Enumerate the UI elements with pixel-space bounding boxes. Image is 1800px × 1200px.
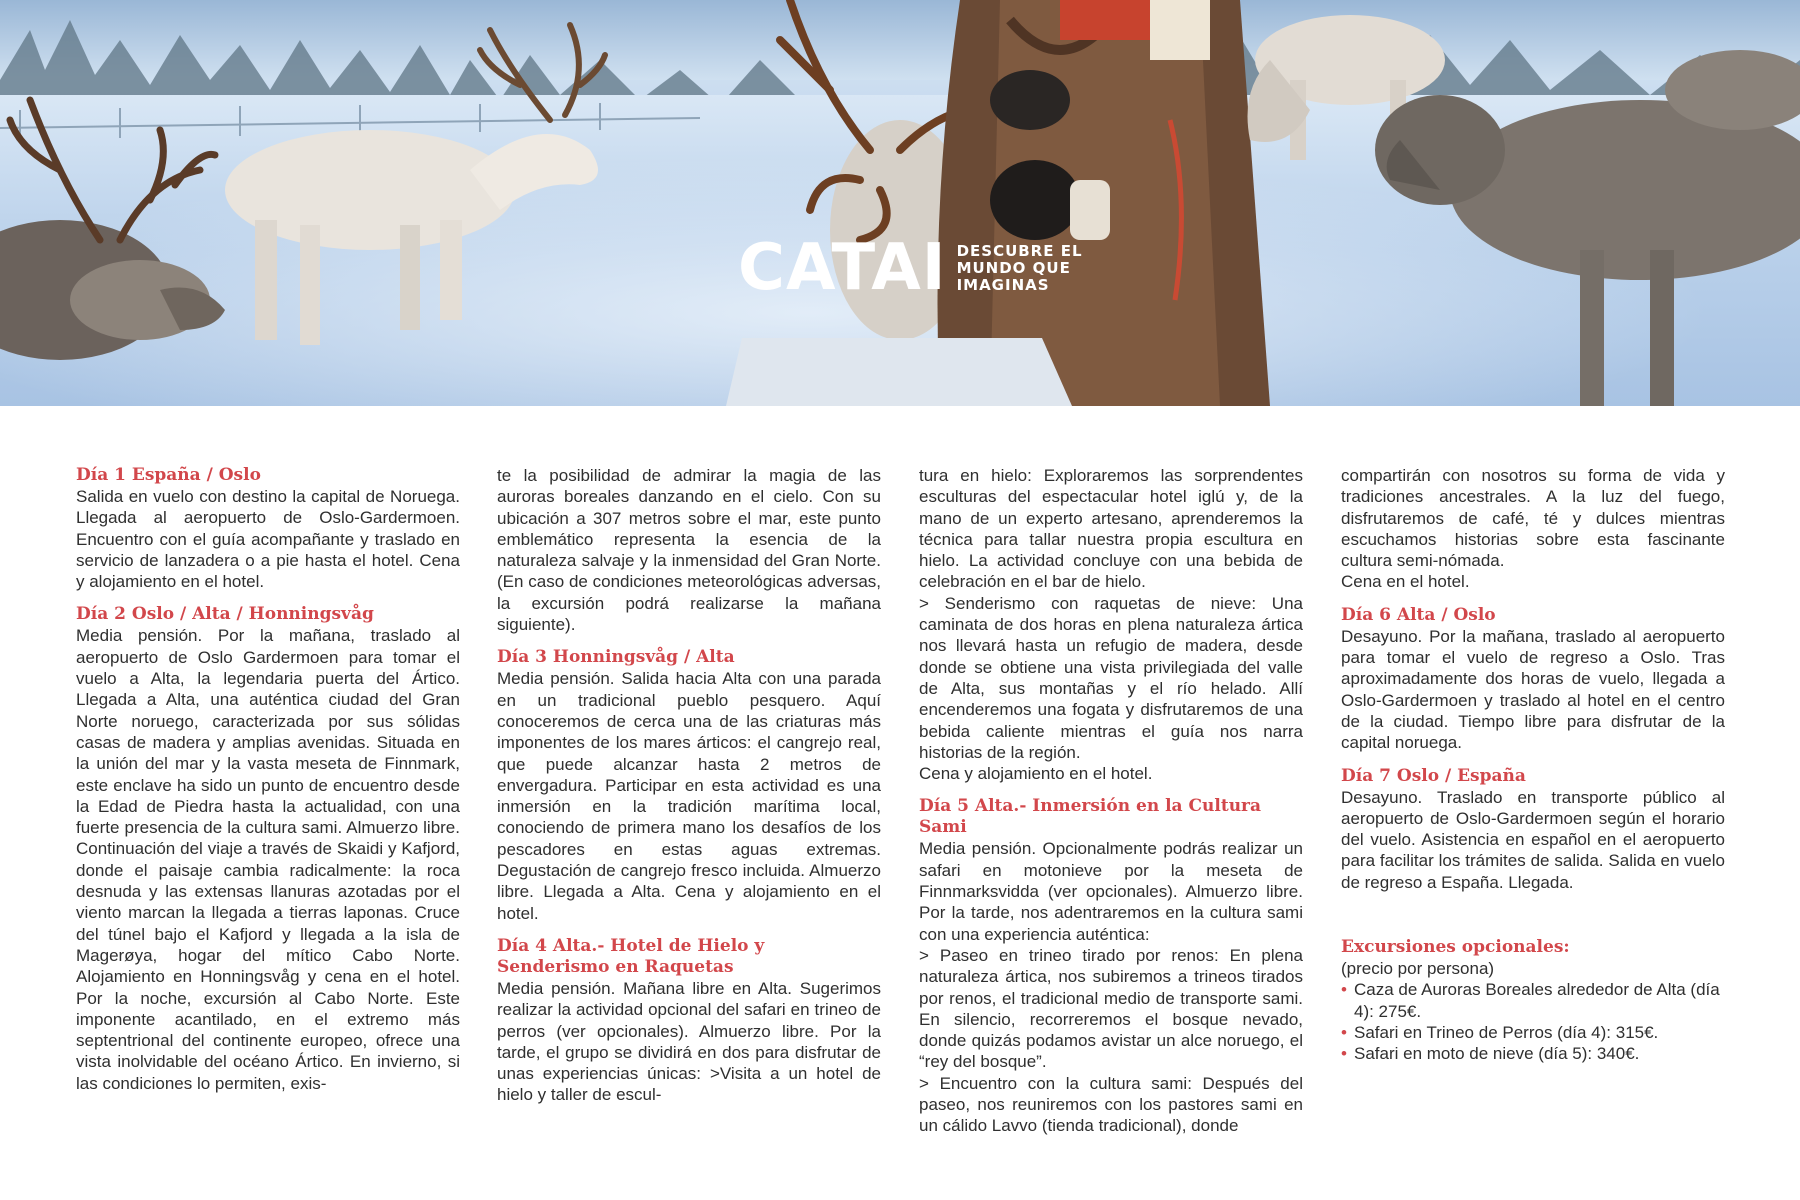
bullet-icon: • <box>1341 1022 1347 1042</box>
day-section <box>76 465 460 592</box>
day-text: > Paseo en trineo tirado por renos: En plena naturaleza ártica, nos subiremos a trineos tirados por renos, el tradicional medio de transporte sami. En silencio, recorreremos el bosque nevado, donde quizás podamos avistar un alce noruego, el “rey del bosque”. <box>919 945 1303 1072</box>
day-section <box>919 465 1303 784</box>
day-section <box>76 604 460 1094</box>
day-text: compartirán con nosotros su forma de vida y tradiciones ancestrales. A la luz del fuego, disfrutaremos de café, té y dulces mientras escuchamos historias sobre esta fascinante cultura semi-nómada. <box>1341 466 1725 571</box>
day-title: Día 7 Oslo / España <box>1341 765 1526 786</box>
itinerary-columns <box>76 465 1726 1145</box>
hero-tab <box>726 338 1072 406</box>
optional-excursions-list <box>1341 979 1725 1064</box>
day-title: Día 3 Honningsvåg / Alta <box>497 647 735 668</box>
day-title: Día 4 Alta.- Hotel de Hielo y Senderismo en Raquetas <box>497 935 765 977</box>
list-item: • Caza de Auroras Boreales alrededor de Alta (día 4): 275€. <box>1341 980 1720 1021</box>
day-text: Cena en el hotel. <box>1341 572 1470 592</box>
day-section <box>1341 465 1725 593</box>
bullet-icon: • <box>1341 980 1347 1000</box>
list-item: • Safari en moto de nieve (día 5): 340€. <box>1341 1044 1640 1064</box>
day-section <box>497 465 881 635</box>
column-1 <box>76 465 460 1106</box>
day-text: Media pensión. Mañana libre en Alta. Sugerimos realizar la actividad opcional del safari en trineo de perros (ver opcionales). Almuerzo libre. Por la tarde, el grupo se dividirá en dos para disfrutar de unas experiencias únicas: >Visita a un hotel de hielo y taller de escul- <box>497 978 881 1105</box>
optional-excursions-subtitle: (precio por persona) <box>1341 959 1495 979</box>
day-title: Día 5 Alta.- Inmersión en la Cultura Sami <box>919 796 1262 838</box>
optional-excursions-title: Excursiones opcionales: <box>1341 937 1570 958</box>
day-title: Día 2 Oslo / Alta / Honningsvåg <box>76 604 374 625</box>
reindeer-snow-photo <box>0 0 1800 406</box>
day-text: Desayuno. Traslado en transporte público al aeropuerto de Oslo-Gardermoen según el horario del vuelo. Asistencia en español en el aeropuerto para facilitar los trámites de salida. Salida en vuelo de regreso a España. Llegada. <box>1341 787 1725 892</box>
day-text: Media pensión. Salida hacia Alta con una parada en un tradicional pueblo pesquero. Aquí conoceremos de cerca una de las criaturas más imponentes de los mares árticos: el cangrejo real, que puede alcanzar hasta 2 metros de envergadura. Participar en esta actividad es una inmersión en la tradición marítima local, conociendo de primera mano los desafíos de los pescadores en estas aguas extremas. Degustación de cangrejo fresco incluida. Almuerzo libre. Llegada a Alta. Cena y alojamiento en el hotel. <box>497 669 881 923</box>
bullet-icon: • <box>1341 1044 1347 1064</box>
list-item: • Safari en Trineo de Perros (día 4): 315€. <box>1341 1022 1659 1042</box>
brand-name: CATAI <box>738 231 947 305</box>
day-text: Media pensión. Por la mañana, traslado al aeropuerto de Oslo Gardermoen para tomar el vuelo a Alta, la legendaria puerta del Ártico. Llegada a Alta, una auténtica ciudad del Gran Norte noruego, caracterizada por sus sólidas casas de madera y amplias avenidas. Situada en la unión del mar y la vasta meseta de Finnmark, este enclave ha sido un punto de encuentro desde la Edad de Piedra hasta la actualidad, con una fuerte presencia de la cultura sami. Almuerzo libre. Continuación del viaje a través de Skaidi y Kafjord, donde el paisaje cambia radicalmente: la roca desnuda y las extensas llanuras azotadas por el viento marcan la llegada a tierras laponas. Cruce del túnel bajo el Kafjord y llegada a la isla de Magerøya, hogar del mítico Cabo Norte. Alojamiento en Honningsvåg y cena en el hotel. Por la noche, excursión al Cabo Norte. Este imponente acantilado, en el extremo más septentrional del continente europeo, ofrece una vista inolvidable del océano Ártico. En invierno, si las condiciones lo permiten, exis- <box>76 626 460 1093</box>
column-2 <box>497 465 881 1118</box>
column-4 <box>1341 465 1725 1065</box>
day-text: > Encuentro con la cultura sami: Después del paseo, nos reuniremos con los pastores sami en un cálido Lavvo (tienda tradicional), donde <box>919 1073 1303 1136</box>
brand-tagline: DESCUBRE EL MUNDO QUE IMAGINAS <box>956 241 1083 294</box>
catai-logo <box>738 231 1083 305</box>
day-text: tura en hielo: Exploraremos las sorprendentes esculturas del espectacular hotel iglú y, de la mano de un experto artesano, aprenderemos la técnica para tallar nuestra propia escultura en hielo. La actividad concluye con una bebida de celebración en el bar de hielo. <box>919 466 1303 592</box>
day-section <box>1341 605 1725 754</box>
day-title: Día 1 España / Oslo <box>76 465 261 485</box>
day-text: Salida en vuelo con destino la capital de Noruega. Llegada al aeropuerto de Oslo-Gardermoen. Encuentro con el guía acompañante y traslado en servicio de lanzadera o a pie hasta el hotel. Cena y alojamiento en el hotel. <box>76 487 460 592</box>
day-section <box>497 936 881 1106</box>
day-text: Cena y alojamiento en el hotel. <box>919 764 1153 784</box>
day-section <box>497 647 881 924</box>
day-text: Desayuno. Por la mañana, traslado al aeropuerto para tomar el vuelo de regreso a Oslo. Tras aproximadamente dos horas de vuelo, llegada a Oslo-Gardermoen y traslado al hotel en el centro de la ciudad. Tiempo libre para disfrutar de la capital noruega. <box>1341 626 1725 753</box>
day-section <box>1341 766 1725 893</box>
day-text: Media pensión. Opcionalmente podrás realizar un safari en motonieve por la meseta de Finnmarksvidda (ver opcionales). Almuerzo libre. Por la tarde, nos adentraremos en la cultura sami con una experiencia auténtica: <box>919 839 1303 944</box>
day-section <box>919 796 1303 1136</box>
day-title: Día 6 Alta / Oslo <box>1341 604 1496 625</box>
column-3 <box>919 465 1303 1149</box>
hero-photo <box>0 0 1800 406</box>
day-text: > Senderismo con raquetas de nieve: Una caminata de dos horas en plena naturaleza ártica nos llevará hasta un refugio de madera, desde donde se obtiene una vista privilegiada del valle de Alta, sus montañas y el río helado. Allí encenderemos una fogata y disfrutaremos de una bebida caliente mientras el guía nos narra historias de la región. <box>919 593 1303 762</box>
day-text: te la posibilidad de admirar la magia de las auroras boreales danzando en el cielo. Con su ubicación a 307 metros sobre el mar, este punto emblemático representa la esencia de la naturaleza salvaje y la inmensidad del Gran Norte. (En caso de condiciones meteorológicas adversas, la excursión podrá realizarse la mañana siguiente). <box>497 466 881 635</box>
